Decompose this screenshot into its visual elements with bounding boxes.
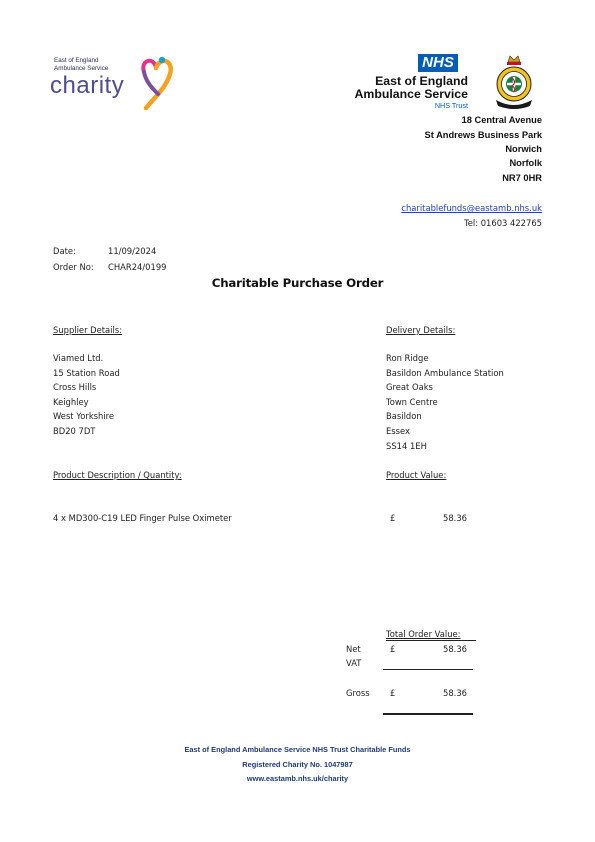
supplier-line: Viamed Ltd. <box>53 353 104 363</box>
product-currency: £ <box>390 513 396 523</box>
date-label: Date: <box>53 246 76 256</box>
product-item: 4 x MD300-C19 LED Finger Pulse Oximeter <box>53 513 232 523</box>
telephone-number: Tel: 01603 422765 <box>464 218 542 228</box>
nhs-name-line1: East of England <box>375 74 468 88</box>
divider <box>383 713 473 715</box>
delivery-line: SS14 1EH <box>386 441 427 451</box>
supplier-line: Cross Hills <box>53 382 97 392</box>
charity-logo <box>50 54 180 114</box>
charity-logo-word: charity <box>50 72 125 99</box>
product-value: 58.36 <box>443 513 467 523</box>
footer-website-link[interactable]: www.eastamb.nhs.uk/charity <box>246 774 349 783</box>
address-line: 18 Central Avenue <box>461 115 542 125</box>
nhs-logo <box>340 54 480 110</box>
delivery-line: Basildon Ambulance Station <box>386 368 504 378</box>
supplier-heading: Supplier Details: <box>53 325 123 335</box>
royal-crest-icon <box>490 54 538 110</box>
divider <box>383 669 473 670</box>
delivery-line: Great Oaks <box>386 382 433 392</box>
address-line: NR7 0HR <box>502 173 542 183</box>
address-line: Norfolk <box>509 158 542 168</box>
product-value-heading: Product Value: <box>386 470 447 480</box>
supplier-line: West Yorkshire <box>53 411 115 421</box>
date-value: 11/09/2024 <box>108 246 157 256</box>
gross-label: Gross <box>346 688 370 698</box>
vat-label: VAT <box>346 658 362 668</box>
order-number-value: CHAR24/0199 <box>108 262 167 272</box>
net-label: Net <box>346 644 361 654</box>
nhs-badge-text: NHS <box>422 54 454 71</box>
address-line: Norwich <box>505 144 542 154</box>
delivery-line: Town Centre <box>386 397 438 407</box>
product-description-heading: Product Description / Quantity: <box>53 470 182 480</box>
supplier-line: Keighley <box>53 397 89 407</box>
supplier-line: 15 Station Road <box>53 368 120 378</box>
footer-line: East of England Ambulance Service NHS Trust Charitable Funds <box>184 745 411 754</box>
order-number-label: Order No: <box>53 262 94 272</box>
page-title: Charitable Purchase Order <box>211 276 384 290</box>
nhs-badge <box>418 54 458 72</box>
email-link[interactable]: charitablefunds@eastamb.nhs.uk <box>401 203 542 213</box>
delivery-line: Ron Ridge <box>386 353 429 363</box>
net-currency: £ <box>390 644 396 654</box>
nhs-name-line2: Ambulance Service <box>354 87 468 101</box>
net-value: 58.36 <box>443 644 467 654</box>
delivery-heading: Delivery Details: <box>386 325 456 335</box>
charity-logo-line1: East of England <box>54 57 99 64</box>
heart-swirl-icon <box>136 54 176 112</box>
nhs-trust-label: NHS Trust <box>434 101 468 110</box>
delivery-line: Essex <box>386 426 410 436</box>
charity-logo-line2: Ambulance Service <box>54 65 109 72</box>
supplier-line: BD20 7DT <box>53 426 96 436</box>
address-line: St Andrews Business Park <box>424 130 542 140</box>
divider <box>386 640 476 641</box>
total-order-heading: Total Order Value: <box>386 629 461 639</box>
gross-currency: £ <box>390 688 396 698</box>
gross-value: 58.36 <box>443 688 467 698</box>
footer-line: Registered Charity No. 1047987 <box>242 760 353 769</box>
delivery-line: Basildon <box>386 411 422 421</box>
